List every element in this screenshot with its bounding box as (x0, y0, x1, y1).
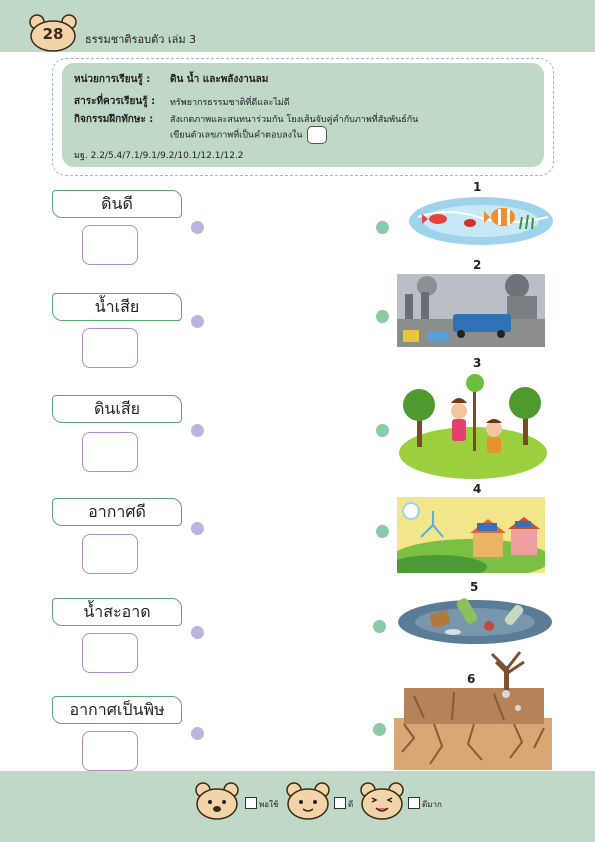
match-dot-right[interactable] (376, 424, 389, 437)
match-dot-right[interactable] (373, 620, 386, 633)
rating-label-very-good: ดีมาก (422, 800, 442, 809)
match-dot-left[interactable] (191, 424, 204, 437)
picture-number: 4 (473, 482, 482, 496)
good-soil-children-planting-icon (399, 371, 547, 479)
rating-label-good: ดี (348, 800, 354, 809)
bear-face-good-icon (286, 782, 330, 820)
word-label: น้ำเสีย (52, 293, 182, 321)
match-dot-right[interactable] (376, 310, 389, 323)
page-number: 28 (42, 25, 64, 43)
content-row (74, 94, 155, 109)
activity-line2-row (170, 126, 327, 144)
rating-label-fair: พอใช้ (259, 800, 279, 809)
rating-checkbox-very-good[interactable] (408, 797, 420, 809)
answer-slot-example (307, 126, 327, 144)
polluted-air-factory-icon (397, 274, 545, 347)
bear-face-very-good-icon (360, 782, 404, 820)
answer-box[interactable] (82, 534, 138, 574)
word-label: ดินดี (52, 190, 182, 218)
picture-number: 1 (473, 180, 482, 194)
content-label: สาระที่ควรเรียนรู้ : (74, 96, 156, 107)
book-title: ธรรมชาติรอบตัว เล่ม 3 (85, 33, 197, 46)
clean-air-solar-wind-icon (397, 497, 545, 573)
word-label: อากาศดี (52, 498, 182, 526)
cracked-soil-dead-tree-icon (394, 648, 552, 770)
polluted-water-trash-icon (397, 594, 553, 646)
picture-number: 3 (473, 356, 482, 370)
picture-number: 6 (467, 672, 476, 686)
clean-water-fish-icon (408, 195, 554, 247)
match-dot-left[interactable] (191, 522, 204, 535)
match-dot-left[interactable] (191, 315, 204, 328)
unit-row (74, 72, 150, 87)
standards: มฐ. 2.2/5.4/7.1/9.1/9.2/10.1/12.1/12.2 (74, 151, 244, 161)
word-label: ดินเสีย (52, 395, 182, 423)
match-dot-right[interactable] (373, 723, 386, 736)
unit-label: หน่วยการเรียนรู้ : (74, 74, 151, 85)
match-dot-left[interactable] (191, 626, 204, 639)
match-dot-left[interactable] (191, 727, 204, 740)
unit-value: ดิน น้ำ และพลังงานลม (170, 74, 269, 85)
match-dot-right[interactable] (376, 525, 389, 538)
word-label: อากาศเป็นพิษ (52, 696, 182, 724)
match-dot-right[interactable] (376, 221, 389, 234)
answer-box[interactable] (82, 225, 138, 265)
rating-checkbox-good[interactable] (334, 797, 346, 809)
rating-checkbox-fair[interactable] (245, 797, 257, 809)
activity-line2: เขียนตัวเลขภาพที่เป็นคำตอบลงใน (170, 130, 303, 141)
picture-number: 2 (473, 258, 482, 272)
match-dot-left[interactable] (191, 221, 204, 234)
bear-face-fair-icon (195, 782, 239, 820)
answer-box[interactable] (82, 633, 138, 673)
answer-box[interactable] (82, 328, 138, 368)
picture-number: 5 (470, 580, 479, 594)
activity-row (74, 112, 153, 127)
answer-box[interactable] (82, 432, 138, 472)
answer-box[interactable] (82, 731, 138, 771)
activity-label: กิจกรรมฝึกทักษะ : (74, 114, 154, 125)
content-value: ทรัพยากรธรรมชาติที่ดีและไม่ดี (170, 98, 290, 108)
activity-line1: สังเกตภาพและสนทนาร่วมกัน โยงเส้นจับคู่คำกับภาพที่สัมพันธ์กัน (170, 115, 419, 125)
word-label: น้ำสะอาด (52, 598, 182, 626)
